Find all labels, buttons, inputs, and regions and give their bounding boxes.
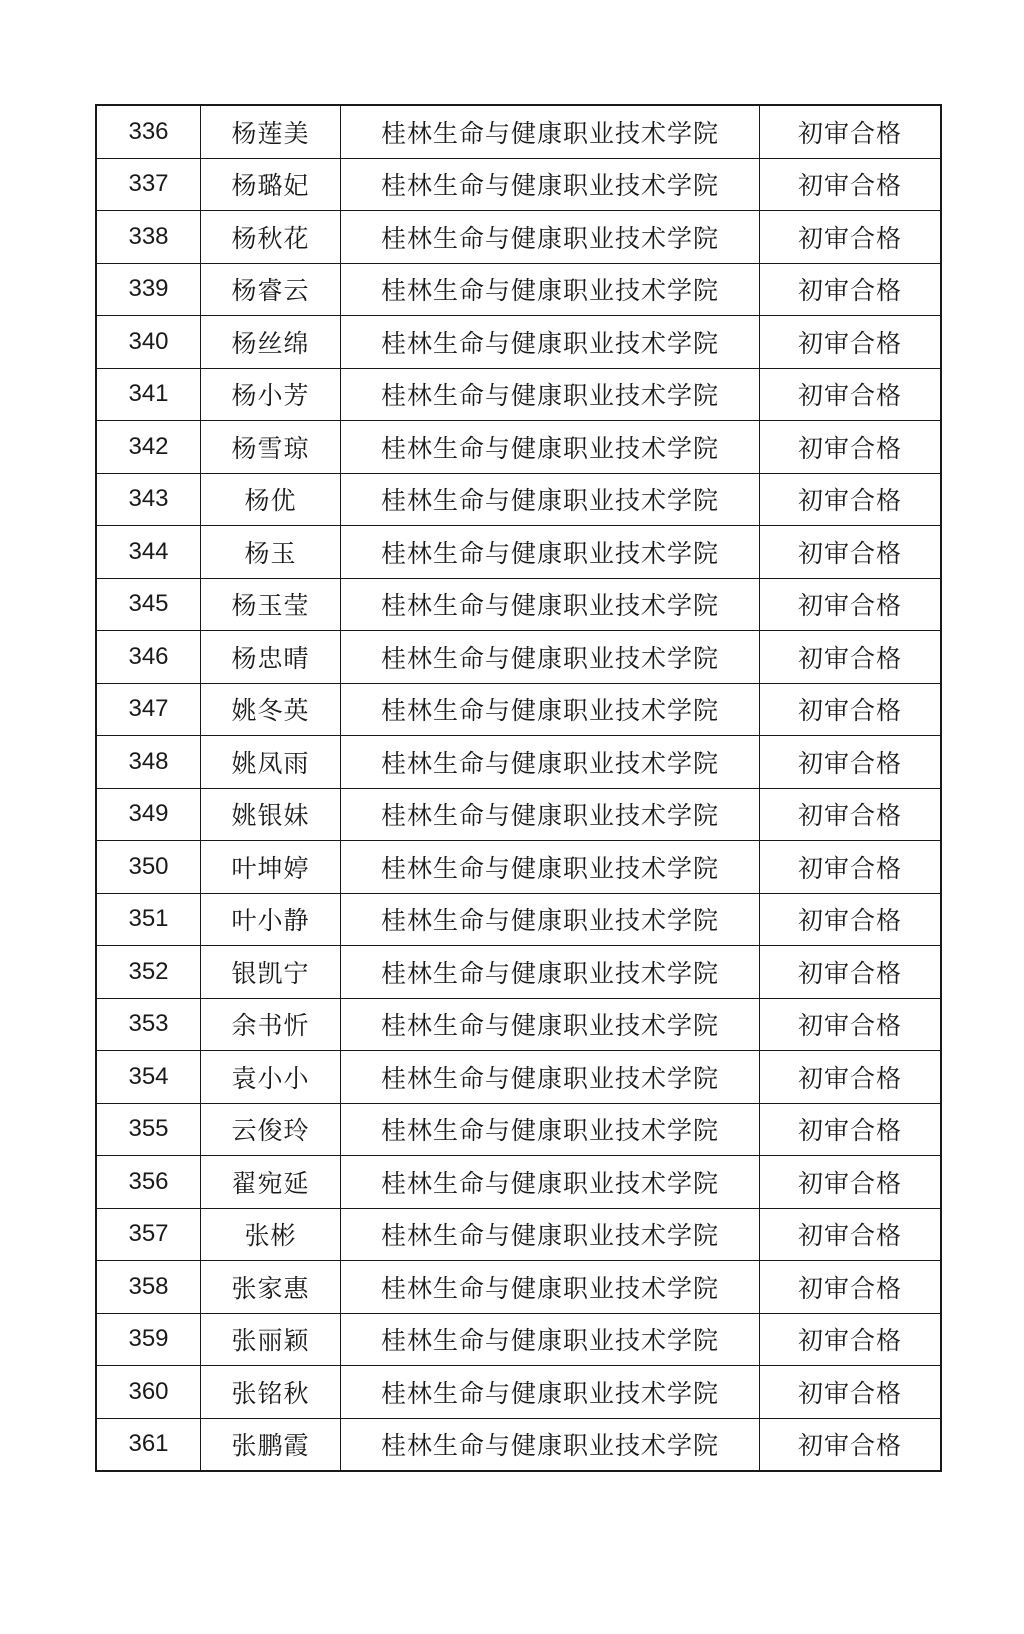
result-cell: 初审合格 bbox=[760, 1261, 942, 1314]
name-cell: 翟宛延 bbox=[201, 1156, 341, 1209]
name-cell: 张家惠 bbox=[201, 1261, 341, 1314]
result-cell: 初审合格 bbox=[760, 893, 942, 946]
name-cell: 杨忠晴 bbox=[201, 631, 341, 684]
row-number-cell: 357 bbox=[96, 1208, 201, 1261]
name-cell: 袁小小 bbox=[201, 1051, 341, 1104]
name-cell: 杨秋花 bbox=[201, 211, 341, 264]
row-number-cell: 352 bbox=[96, 946, 201, 999]
school-cell: 桂林生命与健康职业技术学院 bbox=[341, 105, 760, 158]
name-cell: 姚银妹 bbox=[201, 788, 341, 841]
school-cell: 桂林生命与健康职业技术学院 bbox=[341, 788, 760, 841]
table-row bbox=[96, 998, 941, 1051]
table-row bbox=[96, 893, 941, 946]
school-cell: 桂林生命与健康职业技术学院 bbox=[341, 1051, 760, 1104]
result-cell: 初审合格 bbox=[760, 421, 942, 474]
table-row bbox=[96, 631, 941, 684]
school-cell: 桂林生命与健康职业技术学院 bbox=[341, 1261, 760, 1314]
row-number-cell: 360 bbox=[96, 1366, 201, 1419]
result-cell: 初审合格 bbox=[760, 316, 942, 369]
table-row bbox=[96, 263, 941, 316]
school-cell: 桂林生命与健康职业技术学院 bbox=[341, 841, 760, 894]
result-cell: 初审合格 bbox=[760, 473, 942, 526]
name-cell: 张鹏霞 bbox=[201, 1418, 341, 1471]
name-cell: 杨玉 bbox=[201, 526, 341, 579]
school-cell: 桂林生命与健康职业技术学院 bbox=[341, 1208, 760, 1261]
school-cell: 桂林生命与健康职业技术学院 bbox=[341, 578, 760, 631]
name-cell: 杨优 bbox=[201, 473, 341, 526]
result-cell: 初审合格 bbox=[760, 1208, 942, 1261]
school-cell: 桂林生命与健康职业技术学院 bbox=[341, 736, 760, 789]
result-cell: 初审合格 bbox=[760, 1103, 942, 1156]
row-number-cell: 354 bbox=[96, 1051, 201, 1104]
row-number-cell: 341 bbox=[96, 368, 201, 421]
row-number-cell: 353 bbox=[96, 998, 201, 1051]
result-cell: 初审合格 bbox=[760, 736, 942, 789]
document-page bbox=[95, 104, 941, 1472]
result-cell: 初审合格 bbox=[760, 1051, 942, 1104]
school-cell: 桂林生命与健康职业技术学院 bbox=[341, 683, 760, 736]
school-cell: 桂林生命与健康职业技术学院 bbox=[341, 421, 760, 474]
name-cell: 杨睿云 bbox=[201, 263, 341, 316]
school-cell: 桂林生命与健康职业技术学院 bbox=[341, 1313, 760, 1366]
result-cell: 初审合格 bbox=[760, 841, 942, 894]
name-cell: 杨璐妃 bbox=[201, 158, 341, 211]
row-number-cell: 349 bbox=[96, 788, 201, 841]
name-cell: 张铭秋 bbox=[201, 1366, 341, 1419]
table-row bbox=[96, 578, 941, 631]
school-cell: 桂林生命与健康职业技术学院 bbox=[341, 263, 760, 316]
row-number-cell: 351 bbox=[96, 893, 201, 946]
result-cell: 初审合格 bbox=[760, 998, 942, 1051]
row-number-cell: 343 bbox=[96, 473, 201, 526]
table-row bbox=[96, 841, 941, 894]
school-cell: 桂林生命与健康职业技术学院 bbox=[341, 1156, 760, 1209]
result-cell: 初审合格 bbox=[760, 788, 942, 841]
result-cell: 初审合格 bbox=[760, 1156, 942, 1209]
table-row bbox=[96, 211, 941, 264]
table-body bbox=[96, 105, 941, 1471]
row-number-cell: 339 bbox=[96, 263, 201, 316]
result-cell: 初审合格 bbox=[760, 526, 942, 579]
table-row bbox=[96, 368, 941, 421]
school-cell: 桂林生命与健康职业技术学院 bbox=[341, 316, 760, 369]
row-number-cell: 355 bbox=[96, 1103, 201, 1156]
result-cell: 初审合格 bbox=[760, 105, 942, 158]
school-cell: 桂林生命与健康职业技术学院 bbox=[341, 631, 760, 684]
table-row bbox=[96, 1103, 941, 1156]
name-cell: 杨莲美 bbox=[201, 105, 341, 158]
school-cell: 桂林生命与健康职业技术学院 bbox=[341, 526, 760, 579]
name-cell: 姚冬英 bbox=[201, 683, 341, 736]
school-cell: 桂林生命与健康职业技术学院 bbox=[341, 1418, 760, 1471]
name-cell: 姚凤雨 bbox=[201, 736, 341, 789]
school-cell: 桂林生命与健康职业技术学院 bbox=[341, 211, 760, 264]
row-number-cell: 347 bbox=[96, 683, 201, 736]
table-row bbox=[96, 1208, 941, 1261]
name-cell: 叶坤婷 bbox=[201, 841, 341, 894]
school-cell: 桂林生命与健康职业技术学院 bbox=[341, 998, 760, 1051]
row-number-cell: 337 bbox=[96, 158, 201, 211]
table-row bbox=[96, 473, 941, 526]
table-row bbox=[96, 526, 941, 579]
row-number-cell: 346 bbox=[96, 631, 201, 684]
school-cell: 桂林生命与健康职业技术学院 bbox=[341, 1366, 760, 1419]
table-row bbox=[96, 1313, 941, 1366]
result-cell: 初审合格 bbox=[760, 211, 942, 264]
result-cell: 初审合格 bbox=[760, 631, 942, 684]
name-cell: 银凯宁 bbox=[201, 946, 341, 999]
school-cell: 桂林生命与健康职业技术学院 bbox=[341, 1103, 760, 1156]
table-row bbox=[96, 1261, 941, 1314]
result-cell: 初审合格 bbox=[760, 1313, 942, 1366]
row-number-cell: 356 bbox=[96, 1156, 201, 1209]
result-cell: 初审合格 bbox=[760, 578, 942, 631]
table-row bbox=[96, 1051, 941, 1104]
table-row bbox=[96, 946, 941, 999]
row-number-cell: 359 bbox=[96, 1313, 201, 1366]
result-cell: 初审合格 bbox=[760, 368, 942, 421]
table-row bbox=[96, 316, 941, 369]
table-row bbox=[96, 105, 941, 158]
result-cell: 初审合格 bbox=[760, 1418, 942, 1471]
name-cell: 杨丝绵 bbox=[201, 316, 341, 369]
name-cell: 叶小静 bbox=[201, 893, 341, 946]
table-row bbox=[96, 736, 941, 789]
table-row bbox=[96, 1366, 941, 1419]
name-cell: 余书忻 bbox=[201, 998, 341, 1051]
applicant-table bbox=[95, 104, 942, 1472]
result-cell: 初审合格 bbox=[760, 683, 942, 736]
result-cell: 初审合格 bbox=[760, 1366, 942, 1419]
row-number-cell: 338 bbox=[96, 211, 201, 264]
name-cell: 杨小芳 bbox=[201, 368, 341, 421]
row-number-cell: 361 bbox=[96, 1418, 201, 1471]
school-cell: 桂林生命与健康职业技术学院 bbox=[341, 158, 760, 211]
table-row bbox=[96, 1156, 941, 1209]
row-number-cell: 358 bbox=[96, 1261, 201, 1314]
name-cell: 杨玉莹 bbox=[201, 578, 341, 631]
name-cell: 张丽颖 bbox=[201, 1313, 341, 1366]
table-row bbox=[96, 421, 941, 474]
name-cell: 杨雪琼 bbox=[201, 421, 341, 474]
name-cell: 张彬 bbox=[201, 1208, 341, 1261]
row-number-cell: 340 bbox=[96, 316, 201, 369]
school-cell: 桂林生命与健康职业技术学院 bbox=[341, 946, 760, 999]
table-row bbox=[96, 158, 941, 211]
row-number-cell: 336 bbox=[96, 105, 201, 158]
row-number-cell: 342 bbox=[96, 421, 201, 474]
row-number-cell: 350 bbox=[96, 841, 201, 894]
row-number-cell: 345 bbox=[96, 578, 201, 631]
result-cell: 初审合格 bbox=[760, 158, 942, 211]
row-number-cell: 344 bbox=[96, 526, 201, 579]
name-cell: 云俊玲 bbox=[201, 1103, 341, 1156]
result-cell: 初审合格 bbox=[760, 946, 942, 999]
table-row bbox=[96, 1418, 941, 1471]
school-cell: 桂林生命与健康职业技术学院 bbox=[341, 893, 760, 946]
table-row bbox=[96, 788, 941, 841]
result-cell: 初审合格 bbox=[760, 263, 942, 316]
row-number-cell: 348 bbox=[96, 736, 201, 789]
table-row bbox=[96, 683, 941, 736]
school-cell: 桂林生命与健康职业技术学院 bbox=[341, 473, 760, 526]
school-cell: 桂林生命与健康职业技术学院 bbox=[341, 368, 760, 421]
